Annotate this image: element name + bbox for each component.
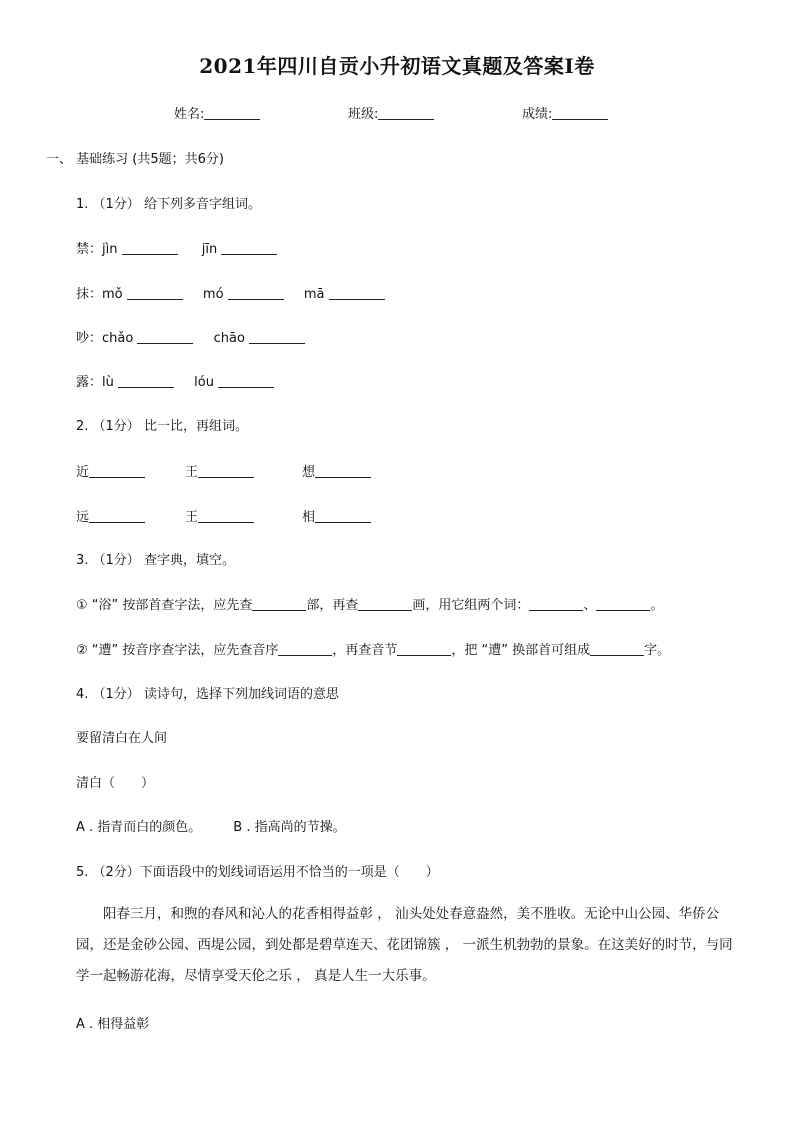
q2-char: 近	[76, 465, 90, 480]
answer-blank[interactable]	[315, 510, 371, 523]
q1-row-mo	[76, 287, 385, 301]
q1-pinyin: chǎo	[102, 331, 134, 346]
q3-text: 。	[650, 598, 664, 613]
q1-pinyin: jìn	[102, 242, 118, 257]
q4-poem: 要留清白在人间	[76, 731, 168, 746]
q3-text: 部，再查	[306, 598, 359, 613]
answer-blank[interactable]	[122, 242, 178, 255]
answer-blank[interactable]	[89, 465, 145, 478]
name-field	[174, 103, 260, 122]
q1-pinyin: jīn	[201, 242, 218, 257]
q1-char: 露：	[76, 375, 103, 390]
answer-blank[interactable]	[221, 242, 277, 255]
answer-blank[interactable]	[198, 510, 254, 523]
q2-stem: 2. （1分） 比一比，再组词。	[76, 419, 248, 434]
q2-char: 王	[185, 465, 199, 480]
q2-row-2	[76, 510, 371, 524]
q2-char: 相	[302, 510, 316, 525]
section-heading: 一、 基础练习 (共5题；共6分)	[46, 152, 224, 167]
q1-stem: 1. （1分） 给下列多音字组词。	[76, 197, 261, 212]
answer-blank[interactable]	[397, 643, 451, 656]
q2-char: 想	[302, 465, 316, 480]
answer-blank[interactable]	[118, 375, 174, 388]
q5-stem: 5. （2分）下面语段中的划线词语运用不恰当的一项是（ ）	[76, 865, 439, 880]
class-field	[348, 103, 434, 122]
answer-blank[interactable]	[228, 287, 284, 300]
answer-blank[interactable]	[315, 465, 371, 478]
q3-text: ① “浴” 按部首查字法，应先查	[76, 598, 253, 613]
answer-blank[interactable]	[590, 643, 644, 656]
q3-text: ，把 “遭” 换部首可组成	[451, 643, 591, 658]
class-label: 班级:	[348, 107, 379, 122]
score-field	[522, 103, 608, 122]
q2-char: 王	[185, 510, 199, 525]
answer-blank[interactable]	[137, 331, 193, 344]
q1-char: 吵：	[76, 331, 103, 346]
answer-blank[interactable]	[89, 510, 145, 523]
q1-pinyin: mó	[202, 287, 224, 302]
q1-pinyin: lù	[102, 375, 114, 390]
q1-pinyin: chāo	[213, 331, 245, 346]
q3-text: 字。	[644, 643, 671, 658]
answer-blank[interactable]	[218, 375, 274, 388]
q3-text: 、	[583, 598, 597, 613]
q1-pinyin: mǒ	[102, 287, 123, 302]
score-blank[interactable]	[552, 106, 608, 120]
q3-text: ② “遭” 按音序查字法，应先查音序	[76, 643, 279, 658]
q3-text: ，再查音节	[332, 643, 398, 658]
answer-blank[interactable]	[329, 287, 385, 300]
q2-row-1	[76, 465, 371, 479]
exam-title: 2021年四川自贡小升初语文真题及答案Ⅰ卷	[199, 54, 595, 78]
q3-line-1	[76, 598, 663, 612]
answer-blank[interactable]	[278, 643, 332, 656]
q5-passage: 阳春三月，和煦的春风和沁人的花香相得益彰 ， 汕头处处春意盎然，美不胜收。无论中山公园、华侨公园，还是金砂公园、西堤公园，到处都是碧草连天、花团锦簇 ， 一派生机勃勃的景象。在这美好的时节，与同学一起畅游花海，尽情享受天伦之乐 ， 真是人生一大乐事。	[76, 906, 733, 984]
q3-line-2	[76, 643, 670, 657]
q1-pinyin: mā	[303, 287, 325, 302]
q1-row-jin	[76, 242, 277, 256]
answer-blank[interactable]	[198, 465, 254, 478]
answer-blank[interactable]	[252, 598, 306, 611]
q4-question: 清白（ ）	[76, 776, 155, 791]
answer-blank[interactable]	[249, 331, 305, 344]
score-label: 成绩:	[522, 107, 553, 122]
name-blank[interactable]	[204, 106, 260, 120]
q1-char: 禁：	[76, 242, 103, 257]
q2-char: 远	[76, 510, 90, 525]
q4-stem: 4. （1分） 读诗句，选择下列加线词语的意思	[76, 687, 339, 702]
q5-option-a[interactable]: A . 相得益彰	[76, 1017, 150, 1032]
q3-text: 画，用它组两个词：	[412, 598, 530, 613]
answer-blank[interactable]	[358, 598, 412, 611]
q1-char: 抹：	[76, 287, 103, 302]
option-b[interactable]: B . 指高尚的节操。	[233, 820, 346, 835]
q1-row-lu	[76, 375, 274, 389]
q1-pinyin: lóu	[194, 375, 214, 390]
q3-stem: 3. （1分） 查字典，填空。	[76, 553, 235, 568]
class-blank[interactable]	[378, 106, 434, 120]
answer-blank[interactable]	[596, 598, 650, 611]
answer-blank[interactable]	[127, 287, 183, 300]
answer-blank[interactable]	[529, 598, 583, 611]
q4-options	[76, 821, 346, 834]
q1-row-chao	[76, 331, 305, 345]
name-label: 姓名:	[174, 107, 205, 122]
option-a[interactable]: A . 指青而白的颜色。	[76, 820, 202, 835]
